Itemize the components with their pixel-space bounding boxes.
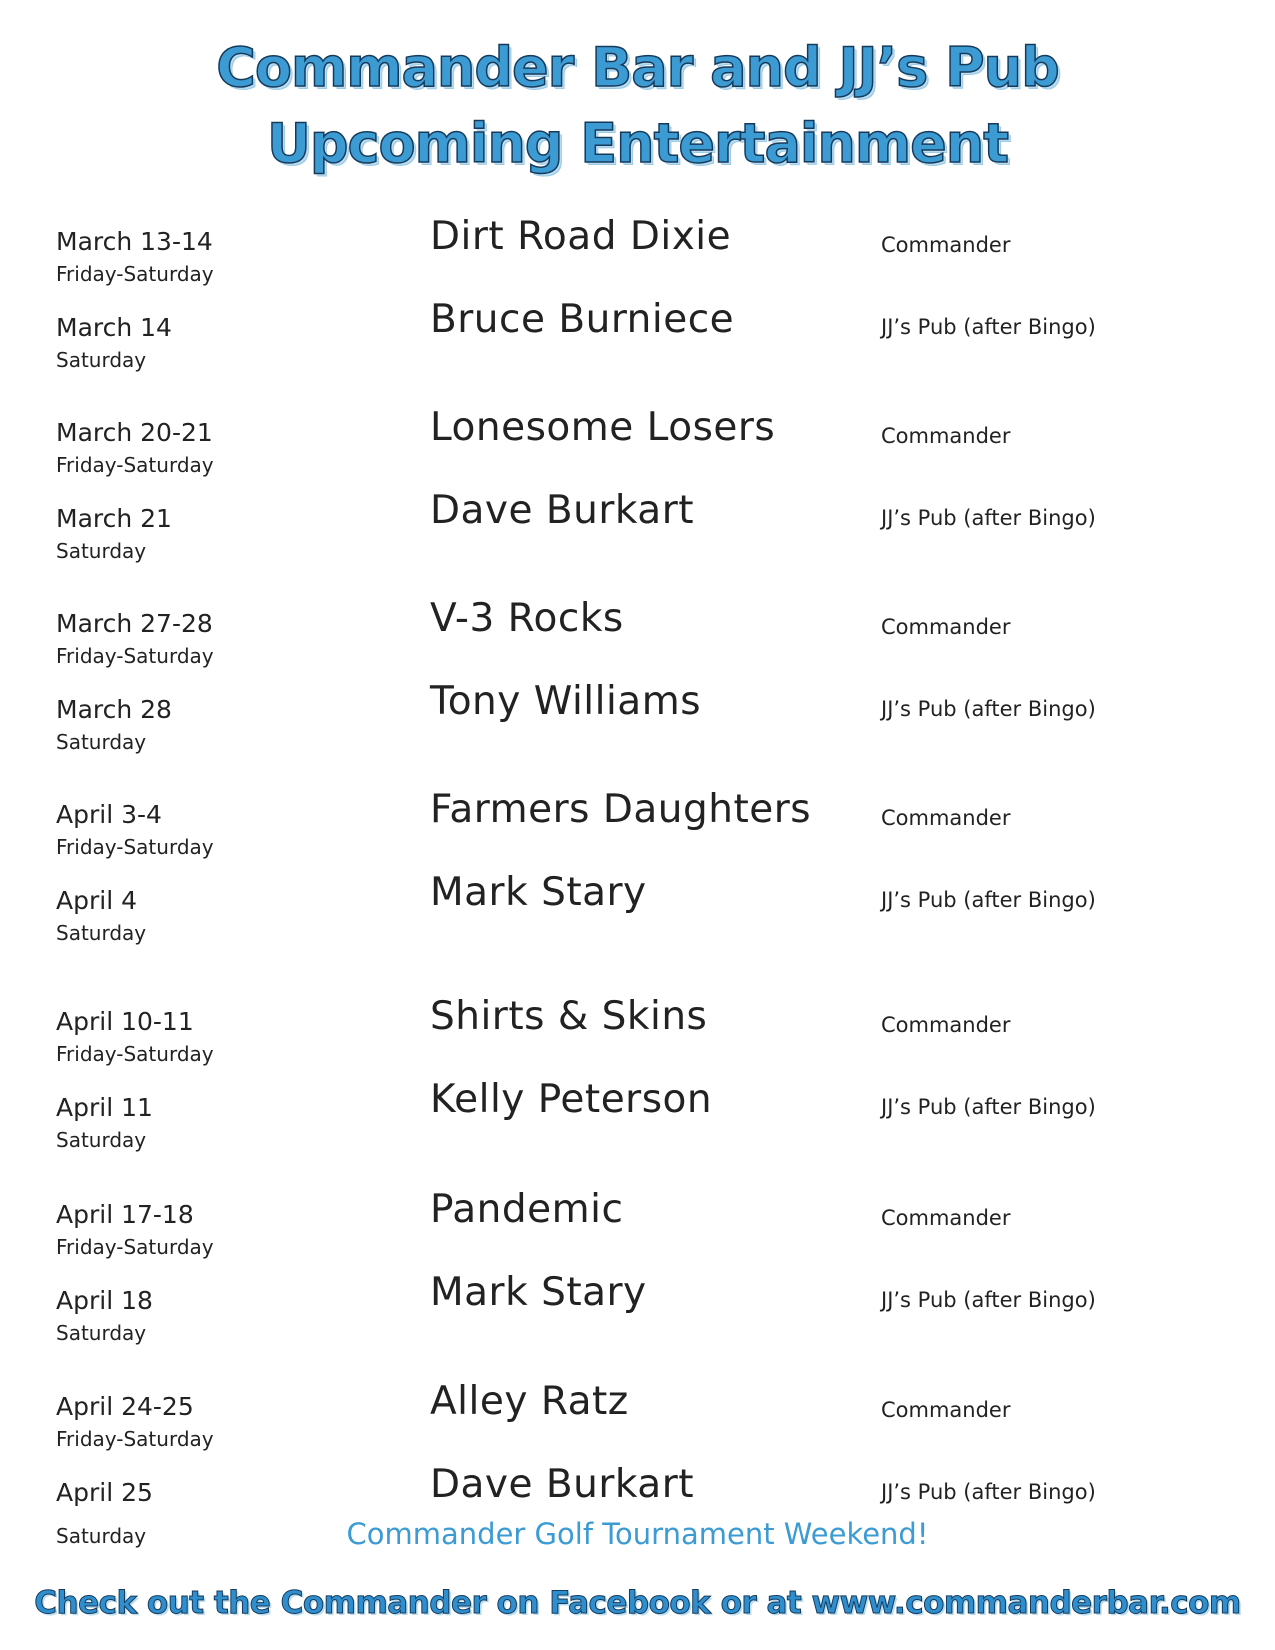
date-range: March 27-28 — [56, 609, 213, 638]
day-label: Saturday — [56, 730, 147, 754]
venue-label: Commander — [881, 424, 1011, 448]
day-label: Saturday — [56, 1524, 147, 1548]
date-fri-sat — [56, 609, 214, 668]
venue-label: Commander — [881, 233, 1011, 257]
date-sat — [56, 695, 172, 754]
day-label: Friday-Saturday — [56, 1235, 214, 1259]
date-range: April 10-11 — [56, 1007, 194, 1036]
performer-name: Lonesome Losers — [430, 405, 776, 450]
date-range: March 13-14 — [56, 227, 213, 256]
performer-name: Mark Stary — [430, 870, 647, 915]
performer-name: Alley Ratz — [430, 1379, 629, 1424]
performer-name: Pandemic — [430, 1187, 624, 1232]
date-sat — [56, 313, 172, 372]
venue-label: Commander — [881, 1013, 1011, 1037]
date-single: April 11 — [56, 1093, 153, 1122]
performer-name: Dave Burkart — [430, 1462, 695, 1507]
day-label: Friday-Saturday — [56, 453, 214, 477]
performer-name: Dirt Road Dixie — [430, 214, 732, 259]
day-label: Friday-Saturday — [56, 262, 214, 286]
venue-label: JJ’s Pub (after Bingo) — [881, 1480, 1096, 1504]
day-label: Saturday — [56, 921, 147, 945]
performer-name: Dave Burkart — [430, 488, 695, 533]
date-sat — [56, 504, 172, 563]
date-range: April 3-4 — [56, 800, 162, 829]
day-label: Friday-Saturday — [56, 644, 214, 668]
date-fri-sat — [56, 1200, 214, 1259]
date-single: April 18 — [56, 1286, 153, 1315]
golf-tournament-note: Commander Golf Tournament Weekend! — [346, 1517, 929, 1551]
date-sat — [56, 1093, 153, 1152]
performer-name: V-3 Rocks — [430, 596, 624, 641]
day-label: Saturday — [56, 348, 147, 372]
date-fri-sat — [56, 800, 214, 859]
venue-label: JJ’s Pub (after Bingo) — [881, 1095, 1096, 1119]
date-single: April 4 — [56, 886, 137, 915]
date-single: April 25 — [56, 1478, 153, 1507]
performer-name: Bruce Burniece — [430, 297, 735, 342]
date-fri-sat — [56, 227, 214, 286]
day-label: Friday-Saturday — [56, 835, 214, 859]
venue-label: JJ’s Pub (after Bingo) — [881, 506, 1096, 530]
performer-name: Tony Williams — [430, 679, 702, 724]
venue-label: Commander — [881, 1206, 1011, 1230]
performer-name: Kelly Peterson — [430, 1077, 713, 1122]
date-range: April 24-25 — [56, 1392, 194, 1421]
day-label: Friday-Saturday — [56, 1427, 214, 1451]
venue-label: JJ’s Pub (after Bingo) — [881, 1288, 1096, 1312]
footer-banner: Check out the Commander on Facebook or at www.commanderbar.com — [34, 1585, 1241, 1621]
date-fri-sat — [56, 418, 214, 477]
venue-label: JJ’s Pub (after Bingo) — [881, 315, 1096, 339]
day-label: Saturday — [56, 1128, 147, 1152]
day-label: Saturday — [56, 539, 147, 563]
venue-label: Commander — [881, 615, 1011, 639]
performer-name: Farmers Daughters — [430, 787, 812, 832]
performer-name: Mark Stary — [430, 1270, 647, 1315]
page-title-line-2: Upcoming Entertainment — [266, 112, 1009, 175]
page-title-line-1: Commander Bar and JJ’s Pub — [216, 36, 1059, 99]
venue-label: JJ’s Pub (after Bingo) — [881, 697, 1096, 721]
date-fri-sat — [56, 1007, 214, 1066]
date-single: March 21 — [56, 504, 172, 533]
venue-label: Commander — [881, 806, 1011, 830]
date-range: April 17-18 — [56, 1200, 194, 1229]
date-range: March 20-21 — [56, 418, 213, 447]
date-fri-sat — [56, 1392, 214, 1451]
date-single: March 14 — [56, 313, 172, 342]
date-sat — [56, 886, 146, 945]
date-single: March 28 — [56, 695, 172, 724]
day-label: Friday-Saturday — [56, 1042, 214, 1066]
date-sat — [56, 1286, 153, 1345]
venue-label: Commander — [881, 1398, 1011, 1422]
performer-name: Shirts & Skins — [430, 994, 708, 1039]
venue-label: JJ’s Pub (after Bingo) — [881, 888, 1096, 912]
day-label: Saturday — [56, 1321, 147, 1345]
